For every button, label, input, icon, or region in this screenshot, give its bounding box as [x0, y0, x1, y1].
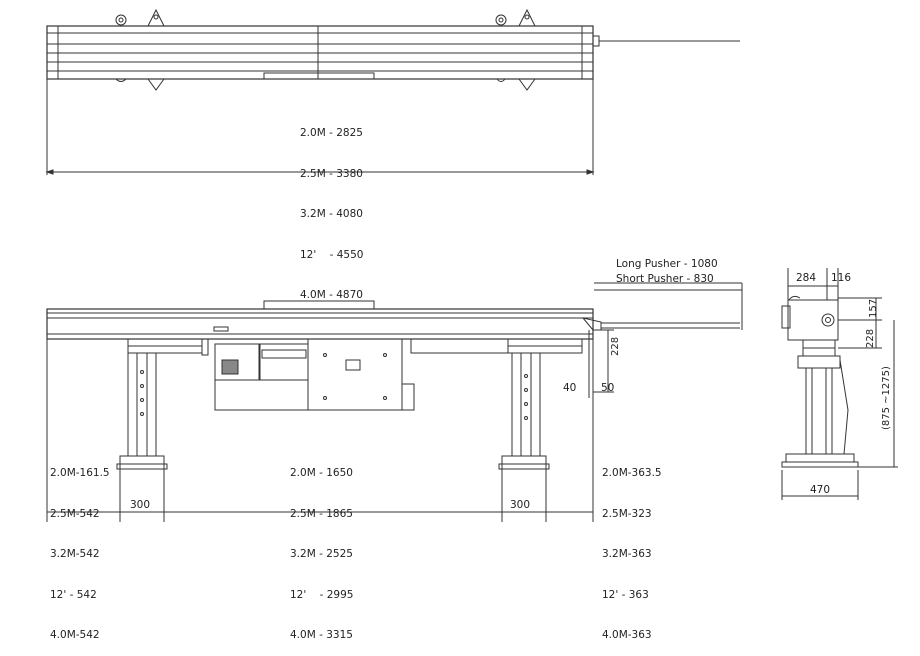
spindle-height-label: 228: [610, 336, 621, 356]
side-width-116-label: 116: [831, 272, 852, 284]
length-spec-4m: 4.0M - 4870: [300, 289, 363, 301]
leg-spacing-2-5m: 2.5M - 1865: [290, 507, 353, 520]
length-spec-3-2m: 3.2M - 4080: [300, 208, 363, 220]
long-pusher-label: Long Pusher - 1080: [616, 258, 718, 270]
right-offset-3-2m: 3.2M-363: [602, 548, 652, 560]
length-spec-2-5m: 2.5M - 3380: [300, 167, 363, 180]
right-offset-12ft: 12' - 363: [602, 588, 649, 601]
left-offset-4m: 4.0M-542: [50, 629, 100, 641]
leg-spacing-specs: [290, 440, 353, 656]
leg-spacing-2m: 2.0M - 1650: [290, 467, 353, 479]
left-offset-12ft: 12' - 542: [50, 588, 97, 601]
right-offset-specs: [602, 440, 662, 656]
right-offset-2-5m: 2.5M-323: [602, 507, 652, 520]
left-offset-specs: [50, 440, 110, 656]
left-offset-3-2m: 3.2M-542: [50, 548, 100, 560]
top-view-length-specs: [300, 100, 363, 316]
front-view-rail: [47, 301, 740, 339]
short-pusher-label: Short Pusher - 830: [616, 273, 714, 285]
front-view-control-cabinet: [215, 339, 508, 410]
leg-spacing-12ft: 12' - 2995: [290, 588, 354, 601]
right-offset-4m: 4.0M-363: [602, 629, 652, 641]
left-offset-2-5m: 2.5M-542: [50, 507, 100, 520]
side-width-284-label: 284: [796, 272, 817, 284]
top-view-brackets: [116, 10, 535, 90]
right-offset-2m: 2.0M-363.5: [602, 467, 662, 479]
side-height-228-label: 228: [865, 328, 876, 348]
spindle-gap-b-label: 50: [601, 382, 615, 394]
side-height-157-label: 157: [868, 298, 879, 318]
front-view-left-support: [117, 339, 208, 469]
side-height-range-label: (875 ~1275): [881, 366, 892, 430]
side-base-width-label: 470: [810, 484, 831, 496]
top-view-body: [47, 26, 740, 79]
length-spec-12ft: 12' - 4550: [300, 248, 364, 261]
leg-spacing-3-2m: 3.2M - 2525: [290, 548, 353, 560]
front-view-right-support: [499, 339, 582, 469]
right-foot-width-label: 300: [510, 499, 531, 511]
left-offset-2m: 2.0M-161.5: [50, 467, 110, 479]
length-spec-2m: 2.0M - 2825: [300, 127, 363, 139]
left-foot-width-label: 300: [130, 499, 151, 511]
spindle-gap-a-label: 40: [563, 382, 577, 394]
leg-spacing-4m: 4.0M - 3315: [290, 629, 353, 641]
